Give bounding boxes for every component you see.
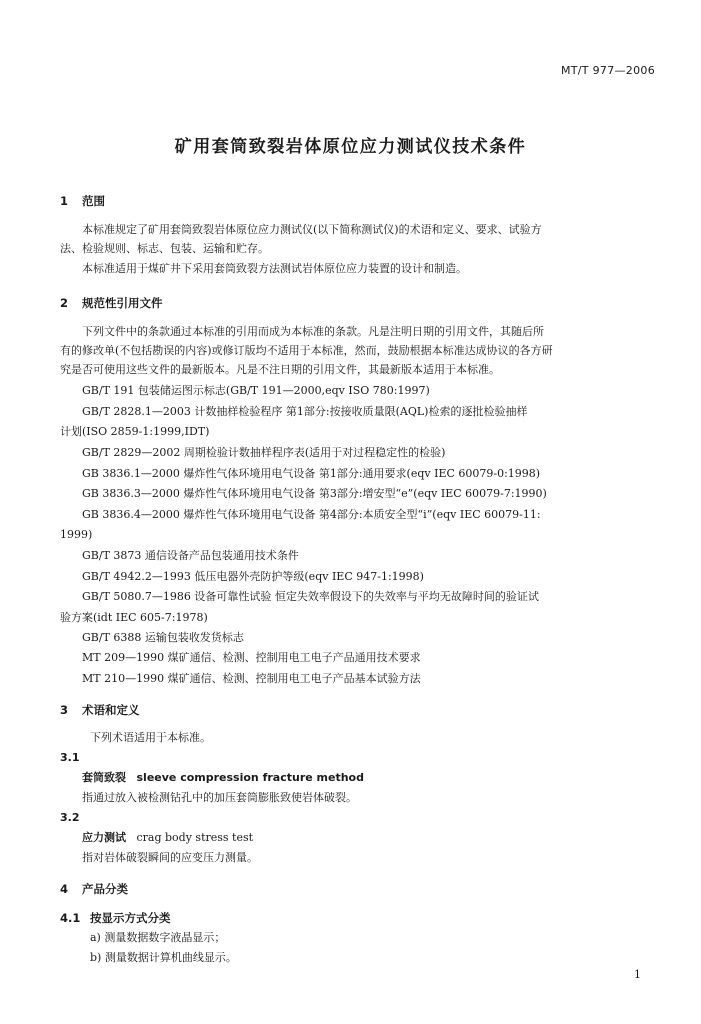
term-definition: 指通过放入被检测钻孔中的加压套筒膨胀致使岩体破裂。 (82, 791, 357, 804)
section-number: 3 (60, 703, 69, 717)
term-english: sleeve compression fracture method (136, 771, 364, 784)
reference-item: MT 210—1990 煤矿通信、检测、控制用电工电子产品基本试验方法 (82, 672, 421, 685)
reference-item: GB/T 5080.7—1986 设备可靠性试验 恒定失效率假设下的失效率与平均无故障时间的验证试 (82, 590, 539, 603)
list-item: a) 测量数据数字液晶显示； (90, 931, 226, 944)
term-definition: 指对岩体破裂瞬间的应变压力测量。 (82, 851, 258, 864)
paragraph-line: 下列术语适用于本标准。 (90, 731, 211, 744)
page-number: 1 (634, 968, 641, 981)
term-chinese: 套筒致裂 (82, 771, 126, 784)
reference-item: GB/T 2829—2002 周期检验计数抽样程序表(适用于对过程稳定性的检验) (82, 446, 446, 459)
term-number: 3.1 (60, 751, 80, 764)
paragraph-line: 本标准适用于煤矿井下采用套筒致裂方法测试岩体原位应力装置的设计和制造。 (82, 262, 467, 275)
reference-item: GB 3836.3—2000 爆炸性气体环境用电气设备 第3部分:增安型“e”(eqv IEC 60079-7:1990) (82, 487, 547, 500)
reference-item: GB/T 2828.1—2003 计数抽样检验程序 第1部分:按接收质量限(AQL)检索的逐批检验抽样 (82, 405, 528, 418)
term-english: crag body stress test (136, 831, 254, 844)
reference-item: GB/T 3873 通信设备产品包装通用技术条件 (82, 549, 299, 562)
reference-item: 计划(ISO 2859-1:1999,IDT) (60, 425, 210, 438)
section-4-heading (60, 881, 128, 897)
reference-item: GB/T 4942.2—1993 低压电器外壳防护等级(eqv IEC 947-1:1998) (82, 570, 424, 583)
section-3-heading (60, 702, 140, 718)
reference-item: GB 3836.4—2000 爆炸性气体环境用电气设备 第4部分:本质安全型“i”(eqv IEC 60079-11: (82, 508, 541, 521)
term-number: 3.2 (60, 811, 80, 824)
section-number: 4 (60, 882, 69, 896)
reference-item: GB 3836.1—2000 爆炸性气体环境用电气设备 第1部分:通用要求(eqv IEC 60079-0:1998) (82, 467, 541, 480)
paragraph-line: 法、检验规则、标志、包装、运输和贮存。 (60, 242, 269, 255)
reference-item: MT 209—1990 煤矿通信、检测、控制用电工电子产品通用技术要求 (82, 651, 421, 664)
term-entry (82, 771, 364, 785)
term-chinese: 应力测试 (82, 831, 126, 844)
paragraph-line: 究是否可使用这些文件的最新版本。凡是不注日期的引用文件，其最新版本适用于本标准。 (60, 363, 500, 376)
subsection-heading (60, 910, 171, 926)
subsection-title: 按显示方式分类 (90, 911, 171, 925)
section-title: 术语和定义 (82, 703, 140, 717)
reference-item: 验方案(idt IEC 605-7:1978) (60, 611, 208, 624)
document-title: 矿用套筒致裂岩体原位应力测试仪技术条件 (174, 137, 527, 157)
paragraph-line: 本标准规定了矿用套筒致裂岩体原位应力测试仪(以下简称测试仪)的术语和定义、要求、试验方 (82, 223, 542, 236)
section-title: 范围 (82, 194, 105, 208)
section-number: 2 (60, 296, 69, 310)
standard-number: MT/T 977—2006 (560, 64, 655, 77)
reference-item: GB/T 6388 运输包装收发货标志 (82, 631, 244, 644)
section-1-heading (60, 193, 105, 209)
subsection-number: 4.1 (60, 911, 81, 925)
reference-item: GB/T 191 包装储运图示标志(GB/T 191—2000,eqv ISO 780:1997) (82, 384, 430, 397)
section-title: 规范性引用文件 (82, 296, 163, 310)
section-2-heading (60, 295, 163, 311)
reference-item: 1999) (60, 528, 93, 541)
section-title: 产品分类 (82, 882, 128, 896)
paragraph-line: 下列文件中的条款通过本标准的引用而成为本标准的条款。凡是注明日期的引用文件，其随后所 (82, 325, 544, 338)
paragraph-line: 有的修改单(不包括勘误的内容)或修订版均不适用于本标准，然而，鼓励根据本标准达成协议的各方研 (60, 344, 553, 357)
term-entry (82, 831, 253, 845)
list-item: b) 测量数据计算机曲线显示。 (90, 951, 237, 964)
section-number: 1 (60, 194, 69, 208)
